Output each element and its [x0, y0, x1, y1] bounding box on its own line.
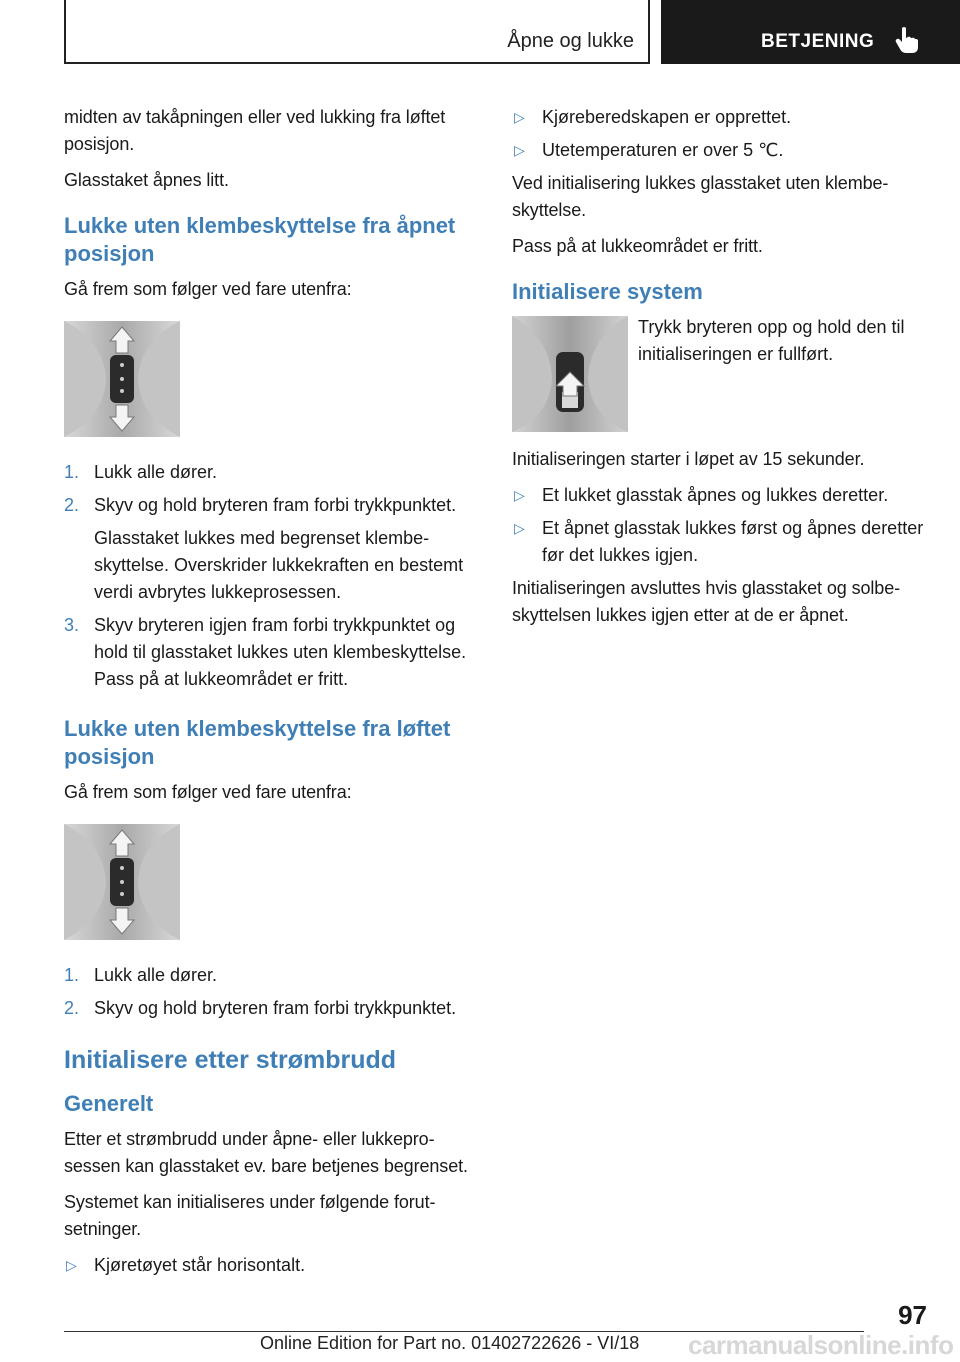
list-item [512, 515, 932, 569]
info-paragraph: Ved initialisering lukkes glasstaket uten klembeskyttelse. [512, 173, 889, 220]
triangle-bullet-icon: ▷ [514, 487, 525, 503]
lead-text: Gå frem som følger ved fare utenfra: [64, 279, 352, 299]
steps-raised-position [64, 962, 484, 1022]
bullet-text: Kjøreberedskapen er opprettet. [542, 107, 792, 127]
watermark: carmanualsonline.info [688, 1330, 954, 1360]
step-text: Lukk alle dører. [94, 462, 218, 482]
switch-forward-illustration [64, 321, 180, 437]
section-title: Åpne og lukke [507, 30, 634, 52]
bullet-text: Et åpnet glasstak lukkes først og åpnes deretter før det lukkes igjen. [542, 518, 924, 565]
triangle-bullet-icon: ▷ [514, 520, 525, 536]
subheading-open-position: Lukke uten klembeskyttelse fra åpnet posisjon [64, 213, 456, 266]
header-chapter-box [661, 0, 960, 64]
page-number: 97 [898, 1300, 927, 1330]
list-item [512, 137, 932, 164]
step-number: 2. [64, 998, 80, 1018]
step-text: Lukk alle dører. [94, 965, 218, 985]
switch-up-illustration [512, 316, 628, 432]
step-text: Skyv og hold bryteren fram forbi trykkpunktet. [94, 495, 457, 515]
list-item [64, 459, 484, 486]
info-paragraph: Pass på at lukkeområdet er fritt. [512, 236, 763, 256]
section-heading: Initialisere etter strømbrudd [64, 1046, 397, 1074]
pointing-hand-icon [895, 26, 919, 54]
list-item [64, 1252, 484, 1279]
lead-text: Gå frem som følger ved fare utenfra: [64, 782, 352, 802]
initialization-list [512, 482, 932, 569]
list-item [64, 995, 484, 1022]
bullet-text: Et lukket glasstak åpnes og lukkes deretter. [542, 485, 889, 505]
step-number: 3. [64, 615, 80, 635]
figure-caption: Trykk bryteren opp og hold den til initialiseringen er fullført. [638, 317, 905, 364]
list-item [64, 492, 484, 519]
figure-with-caption [512, 314, 932, 432]
subheading-raised-position: Lukke uten klembeskyttelse fra løftet posisjon [64, 716, 451, 769]
triangle-bullet-icon: ▷ [514, 109, 525, 125]
chapter-title: BETJENING [761, 31, 875, 52]
left-column [64, 104, 484, 1285]
triangle-bullet-icon: ▷ [66, 1257, 77, 1273]
header-section-box [64, 0, 650, 64]
list-item [512, 482, 932, 509]
subheading-initialize-system: Initialisere system [512, 279, 703, 304]
intro-paragraph: midten av takåpningen eller ved lukking fra løftet posisjon. [64, 107, 446, 154]
subheading-general: Generelt [64, 1091, 154, 1116]
steps-open-position [64, 459, 484, 693]
step-text: Skyv og hold bryteren fram forbi trykkpunktet. [94, 998, 457, 1018]
intro-paragraph-2: Glasstaket åpnes litt. [64, 170, 229, 190]
step-number: 1. [64, 462, 80, 482]
step-continuation: Glasstaket lukkes med begrenset klembeskyttelse. Overskrider lukkekraften en bestemt verdi avbrytes lukkeprosessen. [94, 528, 464, 602]
info-paragraph: Initialiseringen starter i løpet av 15 sekunder. [512, 449, 865, 469]
info-paragraph: Initialiseringen avsluttes hvis glasstaket og solbeskyttelsen lukkes igjen etter at de er åpnet. [512, 578, 901, 625]
list-item [512, 104, 932, 131]
list-item [64, 612, 484, 693]
conditions-list-continued [512, 104, 932, 164]
footer-edition: Online Edition for Part no. 01402722626 - VI/18 [260, 1333, 640, 1353]
step-number: 2. [64, 495, 80, 515]
general-paragraph: Etter et strømbrudd under åpne- eller lukkeprosessen kan glasstaket ev. bare betjenes begrenset. [64, 1129, 468, 1176]
list-item [64, 962, 484, 989]
step-number: 1. [64, 965, 80, 985]
triangle-bullet-icon: ▷ [514, 142, 525, 158]
right-column [512, 104, 932, 638]
switch-forward-illustration [64, 824, 180, 940]
conditions-list [64, 1252, 484, 1279]
bullet-text: Utetemperaturen er over 5 ℃. [542, 140, 784, 160]
conditions-paragraph: Systemet kan initialiseres under følgende forutsetninger. [64, 1192, 436, 1239]
step-text: Skyv bryteren igjen fram forbi trykkpunktet og hold til glasstaket lukkes uten klembeskyttelse. Pass på at lukkeområdet er fritt. [94, 615, 467, 689]
bullet-text: Kjøretøyet står horisontalt. [94, 1255, 306, 1275]
